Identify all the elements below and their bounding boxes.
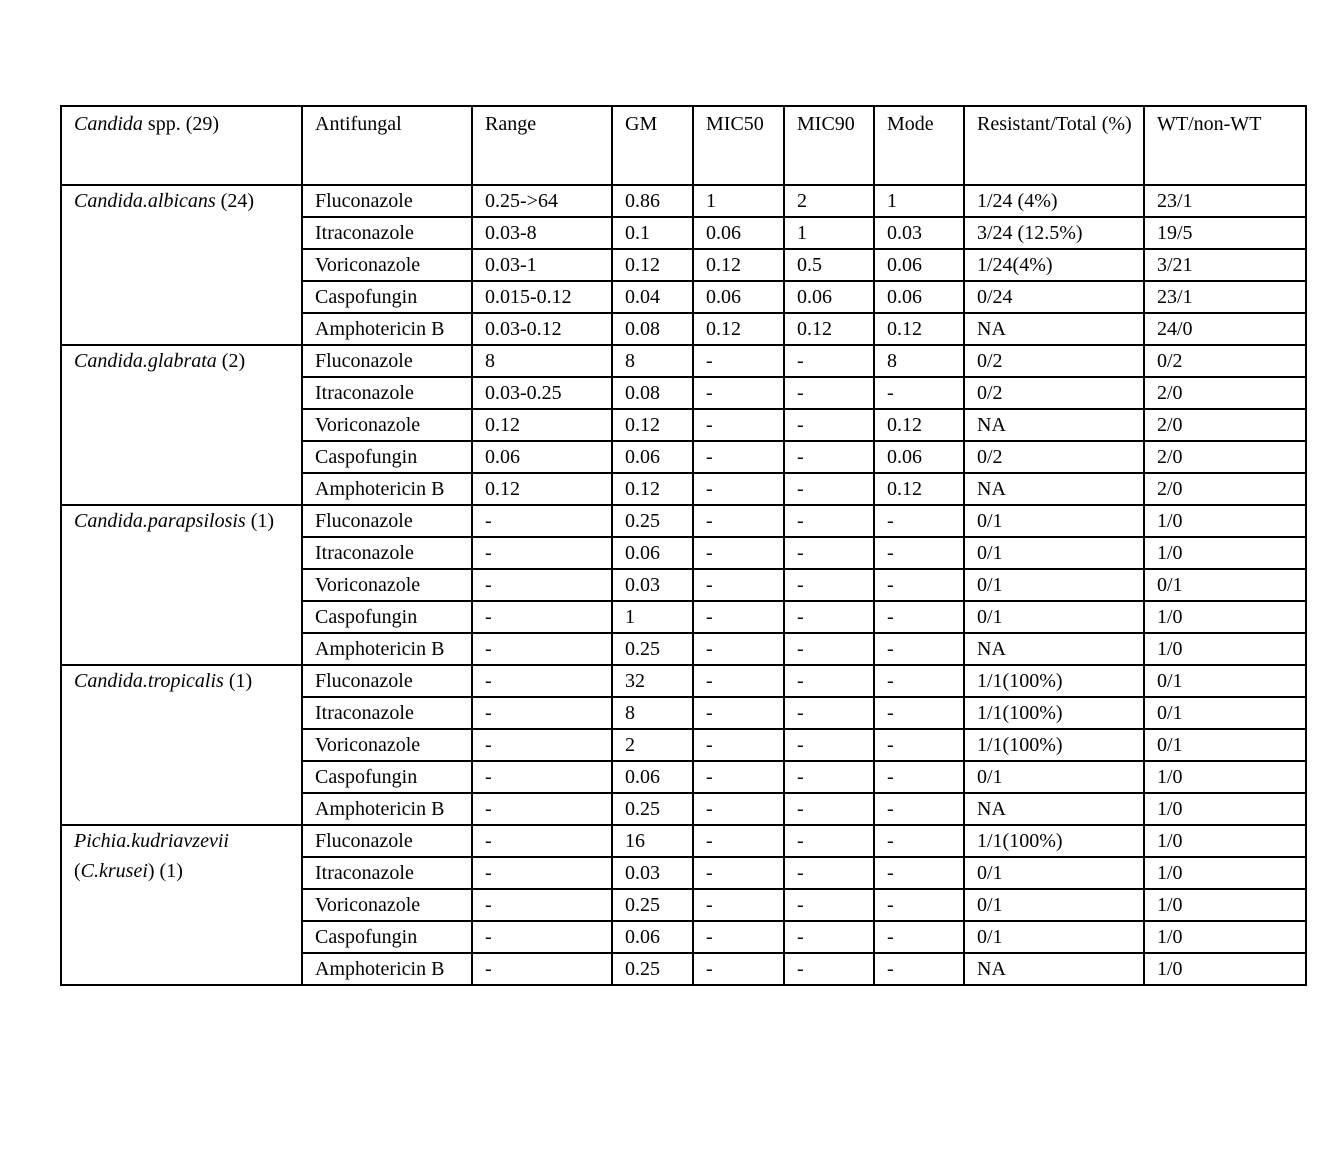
cell-mic90: - (784, 793, 874, 825)
cell-mic90: - (784, 761, 874, 793)
cell-antifungal: Itraconazole (302, 217, 472, 249)
cell-resistant-total: 0/1 (964, 761, 1144, 793)
cell-mode: - (874, 953, 964, 985)
cell-resistant-total: 0/24 (964, 281, 1144, 313)
cell-gm: 0.08 (612, 377, 693, 409)
cell-gm: 0.25 (612, 505, 693, 537)
cell-mic90: 0.06 (784, 281, 874, 313)
species-name-part: Candida.tropicalis (74, 670, 224, 692)
cell-mic90: - (784, 729, 874, 761)
cell-range: - (472, 729, 612, 761)
cell-mode: 0.12 (874, 473, 964, 505)
species-cell (61, 825, 302, 985)
cell-mode: - (874, 601, 964, 633)
cell-mic90: - (784, 825, 874, 857)
cell-antifungal: Itraconazole (302, 537, 472, 569)
cell-mode: - (874, 921, 964, 953)
species-name-part: C.krusei (80, 860, 148, 882)
table-body (61, 106, 1306, 985)
cell-range: - (472, 537, 612, 569)
cell-mic50: 0.06 (693, 217, 784, 249)
cell-wt-non-wt: 2/0 (1144, 377, 1306, 409)
cell-wt-non-wt: 1/0 (1144, 889, 1306, 921)
cell-mic90: - (784, 633, 874, 665)
cell-wt-non-wt: 1/0 (1144, 601, 1306, 633)
cell-mic50: - (693, 409, 784, 441)
header-species-count: spp. (29) (142, 113, 220, 135)
table-row (61, 345, 1306, 377)
cell-antifungal: Fluconazole (302, 505, 472, 537)
header-row (61, 106, 1306, 185)
cell-mic90: - (784, 377, 874, 409)
cell-range: - (472, 697, 612, 729)
cell-resistant-total: 1/1(100%) (964, 729, 1144, 761)
cell-wt-non-wt: 1/0 (1144, 825, 1306, 857)
cell-antifungal: Amphotericin B (302, 953, 472, 985)
cell-range: 0.06 (472, 441, 612, 473)
cell-mode: - (874, 761, 964, 793)
cell-range: - (472, 601, 612, 633)
cell-wt-non-wt: 23/1 (1144, 185, 1306, 217)
cell-gm: 8 (612, 697, 693, 729)
cell-antifungal: Caspofungin (302, 921, 472, 953)
cell-resistant-total: NA (964, 473, 1144, 505)
cell-range: - (472, 921, 612, 953)
cell-mic90: 0.12 (784, 313, 874, 345)
header-cell-mode: Mode (874, 106, 964, 185)
species-name-part: ) (1) (147, 860, 183, 882)
cell-range: - (472, 793, 612, 825)
cell-mic50: - (693, 473, 784, 505)
cell-wt-non-wt: 3/21 (1144, 249, 1306, 281)
cell-antifungal: Voriconazole (302, 729, 472, 761)
cell-mic50: - (693, 601, 784, 633)
cell-mic50: 0.12 (693, 313, 784, 345)
cell-range: - (472, 825, 612, 857)
cell-mic90: - (784, 665, 874, 697)
cell-resistant-total: 0/1 (964, 537, 1144, 569)
cell-range: - (472, 889, 612, 921)
cell-mic50: - (693, 665, 784, 697)
cell-range: - (472, 569, 612, 601)
cell-range: 8 (472, 345, 612, 377)
cell-wt-non-wt: 23/1 (1144, 281, 1306, 313)
cell-gm: 0.25 (612, 889, 693, 921)
cell-gm: 0.06 (612, 921, 693, 953)
table-row (61, 665, 1306, 697)
cell-wt-non-wt: 1/0 (1144, 505, 1306, 537)
cell-mode: 0.03 (874, 217, 964, 249)
species-cell (61, 665, 302, 825)
cell-mode: 1 (874, 185, 964, 217)
cell-wt-non-wt: 2/0 (1144, 441, 1306, 473)
cell-resistant-total: 0/2 (964, 345, 1144, 377)
header-cell-mic50: MIC50 (693, 106, 784, 185)
cell-range: - (472, 505, 612, 537)
cell-mic50: - (693, 857, 784, 889)
species-name-part: (24) (215, 190, 254, 212)
cell-wt-non-wt: 24/0 (1144, 313, 1306, 345)
cell-range: - (472, 633, 612, 665)
cell-range: 0.12 (472, 409, 612, 441)
cell-resistant-total: NA (964, 313, 1144, 345)
cell-mic50: - (693, 825, 784, 857)
header-cell-antifungal: Antifungal (302, 106, 472, 185)
cell-range: - (472, 665, 612, 697)
cell-range: - (472, 953, 612, 985)
cell-antifungal: Amphotericin B (302, 633, 472, 665)
cell-mode: 0.12 (874, 409, 964, 441)
cell-wt-non-wt: 0/1 (1144, 729, 1306, 761)
cell-mic90: - (784, 953, 874, 985)
cell-resistant-total: 1/24(4%) (964, 249, 1144, 281)
header-cell-mic90: MIC90 (784, 106, 874, 185)
species-name-part: (1) (223, 670, 253, 692)
cell-wt-non-wt: 0/1 (1144, 569, 1306, 601)
cell-gm: 0.08 (612, 313, 693, 345)
cell-mode: - (874, 377, 964, 409)
cell-gm: 0.86 (612, 185, 693, 217)
species-name-part: Candida.parapsilosis (74, 510, 246, 532)
cell-antifungal: Voriconazole (302, 889, 472, 921)
cell-mic90: - (784, 409, 874, 441)
cell-mic90: - (784, 697, 874, 729)
species-cell (61, 345, 302, 505)
cell-antifungal: Voriconazole (302, 569, 472, 601)
cell-mic90: - (784, 921, 874, 953)
cell-mode: 0.06 (874, 281, 964, 313)
cell-mic90: 0.5 (784, 249, 874, 281)
cell-mic90: - (784, 441, 874, 473)
cell-mode: - (874, 825, 964, 857)
cell-mic50: - (693, 505, 784, 537)
table-row (61, 825, 1306, 857)
cell-antifungal: Fluconazole (302, 665, 472, 697)
cell-gm: 0.25 (612, 793, 693, 825)
cell-resistant-total: 0/1 (964, 857, 1144, 889)
cell-resistant-total: 3/24 (12.5%) (964, 217, 1144, 249)
cell-antifungal: Fluconazole (302, 345, 472, 377)
cell-wt-non-wt: 1/0 (1144, 761, 1306, 793)
cell-antifungal: Caspofungin (302, 761, 472, 793)
cell-wt-non-wt: 1/0 (1144, 953, 1306, 985)
cell-gm: 0.06 (612, 537, 693, 569)
cell-mode: 0.06 (874, 441, 964, 473)
cell-mic50: - (693, 569, 784, 601)
cell-mode: 8 (874, 345, 964, 377)
cell-mode: - (874, 505, 964, 537)
cell-antifungal: Itraconazole (302, 857, 472, 889)
species-name-part: Pichia.kudriavzevii (74, 830, 229, 852)
cell-gm: 16 (612, 825, 693, 857)
cell-mic50: - (693, 377, 784, 409)
cell-antifungal: Fluconazole (302, 185, 472, 217)
cell-resistant-total: 0/1 (964, 601, 1144, 633)
cell-resistant-total: NA (964, 633, 1144, 665)
cell-antifungal: Amphotericin B (302, 473, 472, 505)
cell-antifungal: Itraconazole (302, 377, 472, 409)
cell-mic90: - (784, 537, 874, 569)
cell-antifungal: Voriconazole (302, 249, 472, 281)
cell-gm: 2 (612, 729, 693, 761)
cell-gm: 32 (612, 665, 693, 697)
cell-gm: 0.25 (612, 953, 693, 985)
cell-gm: 0.06 (612, 761, 693, 793)
cell-mode: - (874, 889, 964, 921)
cell-gm: 0.25 (612, 633, 693, 665)
cell-resistant-total: NA (964, 953, 1144, 985)
table-row (61, 505, 1306, 537)
cell-mic50: 0.12 (693, 249, 784, 281)
cell-gm: 0.12 (612, 409, 693, 441)
cell-mic50: - (693, 697, 784, 729)
cell-antifungal: Caspofungin (302, 281, 472, 313)
cell-antifungal: Voriconazole (302, 409, 472, 441)
cell-wt-non-wt: 1/0 (1144, 537, 1306, 569)
cell-mic50: - (693, 761, 784, 793)
cell-mic90: - (784, 505, 874, 537)
cell-mode: - (874, 729, 964, 761)
cell-mic90: - (784, 473, 874, 505)
species-cell (61, 505, 302, 665)
species-name-part: Candida.glabrata (74, 350, 217, 372)
cell-range: 0.03-1 (472, 249, 612, 281)
cell-gm: 0.03 (612, 569, 693, 601)
cell-mic50: - (693, 441, 784, 473)
cell-mic90: 1 (784, 217, 874, 249)
cell-mic50: - (693, 953, 784, 985)
cell-wt-non-wt: 2/0 (1144, 409, 1306, 441)
cell-gm: 1 (612, 601, 693, 633)
cell-gm: 0.12 (612, 473, 693, 505)
cell-antifungal: Itraconazole (302, 697, 472, 729)
cell-range: 0.03-0.25 (472, 377, 612, 409)
header-cell-wt-non-wt: WT/non-WT (1144, 106, 1306, 185)
cell-wt-non-wt: 19/5 (1144, 217, 1306, 249)
cell-resistant-total: 0/2 (964, 377, 1144, 409)
cell-antifungal: Fluconazole (302, 825, 472, 857)
antifungal-susceptibility-table-container (60, 105, 1305, 986)
cell-range: - (472, 857, 612, 889)
cell-mic90: - (784, 345, 874, 377)
species-cell (61, 185, 302, 345)
cell-mic90: - (784, 889, 874, 921)
cell-mode: 0.12 (874, 313, 964, 345)
cell-resistant-total: 0/1 (964, 921, 1144, 953)
cell-mode: - (874, 633, 964, 665)
cell-range: 0.015-0.12 (472, 281, 612, 313)
cell-wt-non-wt: 1/0 (1144, 633, 1306, 665)
cell-range: - (472, 761, 612, 793)
cell-mic90: - (784, 601, 874, 633)
cell-wt-non-wt: 1/0 (1144, 921, 1306, 953)
cell-resistant-total: NA (964, 409, 1144, 441)
antifungal-susceptibility-table (60, 105, 1307, 986)
species-name-part: ( (74, 860, 81, 882)
cell-resistant-total: 1/1(100%) (964, 697, 1144, 729)
cell-gm: 0.04 (612, 281, 693, 313)
cell-mode: - (874, 665, 964, 697)
cell-resistant-total: NA (964, 793, 1144, 825)
cell-gm: 0.12 (612, 249, 693, 281)
header-cell-gm: GM (612, 106, 693, 185)
cell-mic90: 2 (784, 185, 874, 217)
cell-antifungal: Caspofungin (302, 441, 472, 473)
cell-mode: - (874, 697, 964, 729)
cell-mode: - (874, 569, 964, 601)
cell-wt-non-wt: 1/0 (1144, 857, 1306, 889)
cell-resistant-total: 1/1(100%) (964, 665, 1144, 697)
cell-resistant-total: 0/1 (964, 505, 1144, 537)
cell-mic90: - (784, 857, 874, 889)
cell-mic50: 0.06 (693, 281, 784, 313)
cell-wt-non-wt: 0/1 (1144, 665, 1306, 697)
cell-gm: 0.03 (612, 857, 693, 889)
cell-range: 0.03-0.12 (472, 313, 612, 345)
cell-antifungal: Amphotericin B (302, 793, 472, 825)
cell-mic50: - (693, 633, 784, 665)
species-name-part: (2) (216, 350, 246, 372)
cell-mode: - (874, 537, 964, 569)
cell-wt-non-wt: 2/0 (1144, 473, 1306, 505)
cell-range: 0.25->64 (472, 185, 612, 217)
cell-resistant-total: 0/1 (964, 889, 1144, 921)
table-row (61, 185, 1306, 217)
cell-mic50: - (693, 345, 784, 377)
cell-antifungal: Amphotericin B (302, 313, 472, 345)
cell-mode: - (874, 857, 964, 889)
cell-range: 0.03-8 (472, 217, 612, 249)
cell-mic50: - (693, 729, 784, 761)
cell-mic90: - (784, 569, 874, 601)
cell-wt-non-wt: 1/0 (1144, 793, 1306, 825)
cell-mode: 0.06 (874, 249, 964, 281)
cell-gm: 0.1 (612, 217, 693, 249)
header-cell-resistant-total: Resistant/Total (%) (964, 106, 1144, 185)
species-name-part: (1) (245, 510, 275, 532)
header-species-genus: Candida (74, 113, 143, 135)
cell-wt-non-wt: 0/2 (1144, 345, 1306, 377)
header-cell-range: Range (472, 106, 612, 185)
cell-gm: 8 (612, 345, 693, 377)
cell-mic50: - (693, 889, 784, 921)
cell-resistant-total: 0/1 (964, 569, 1144, 601)
cell-mic50: - (693, 921, 784, 953)
cell-mode: - (874, 793, 964, 825)
cell-resistant-total: 0/2 (964, 441, 1144, 473)
cell-gm: 0.06 (612, 441, 693, 473)
cell-wt-non-wt: 0/1 (1144, 697, 1306, 729)
cell-antifungal: Caspofungin (302, 601, 472, 633)
cell-mic50: 1 (693, 185, 784, 217)
cell-range: 0.12 (472, 473, 612, 505)
species-name-part: Candida.albicans (74, 190, 216, 212)
header-cell-species (61, 106, 302, 185)
cell-mic50: - (693, 537, 784, 569)
cell-resistant-total: 1/1(100%) (964, 825, 1144, 857)
cell-resistant-total: 1/24 (4%) (964, 185, 1144, 217)
cell-mic50: - (693, 793, 784, 825)
